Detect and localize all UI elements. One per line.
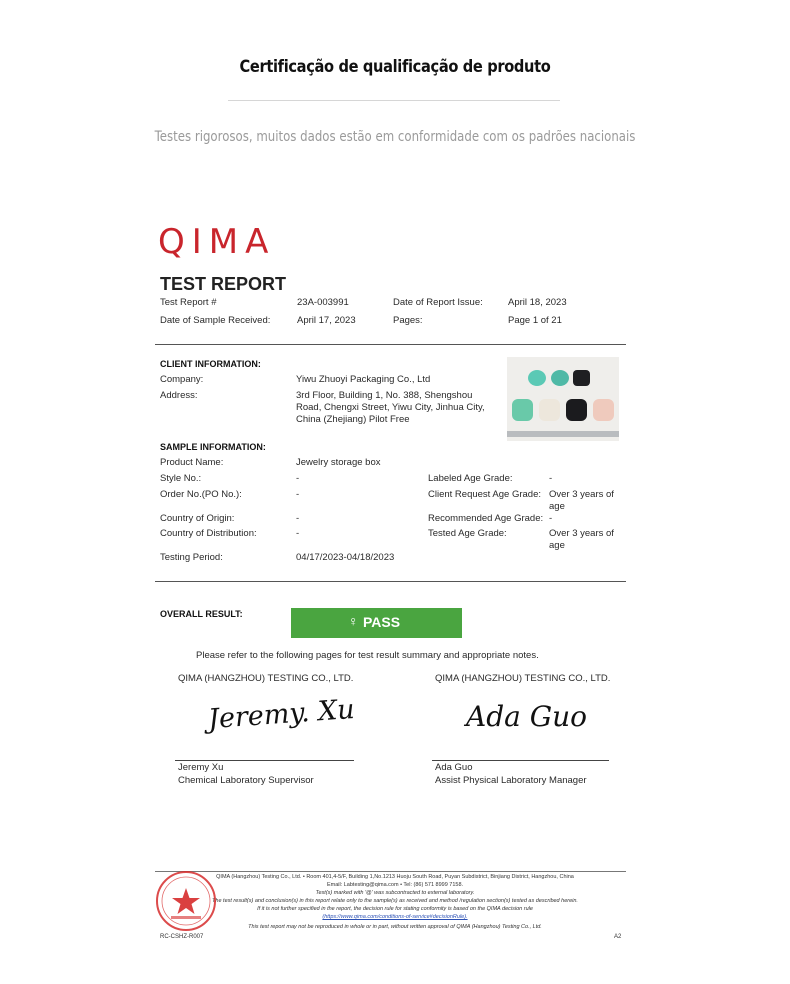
footer-note: This test report may not be reproduced in whole or in part, without written approval of QIMA (Hangzhou) Testing Co., Ltd. [248, 924, 542, 930]
distribution: - [296, 528, 300, 539]
sample-info-heading: SAMPLE INFORMATION: [160, 442, 266, 452]
origin-label: Country of Origin: [160, 513, 235, 524]
handwritten-signature: Ada Guo [466, 700, 587, 733]
handwritten-signature: Jeremy. Xu [207, 693, 356, 736]
faded-watermark-text [40, 38, 751, 55]
company-value: Yiwu Zhuoyi Packaging Co., Ltd [296, 374, 431, 385]
recommended-age: - [549, 513, 553, 524]
report-number-label: Test Report # [160, 297, 217, 308]
testing-period: 04/17/2023-04/18/2023 [296, 552, 395, 563]
signatory-name: Jeremy Xu [178, 762, 224, 773]
client-age-label: Client Request Age Grade: [428, 489, 542, 500]
signatory-title: Chemical Laboratory Supervisor [178, 775, 314, 786]
footer-note: Test(s) marked with '@' was subcontracted to external laboratory. [315, 890, 475, 896]
page-code: A2 [614, 934, 622, 940]
tested-age: Over 3 years of age [549, 528, 614, 551]
overall-result-label: OVERALL RESULT: [160, 609, 243, 619]
origin: - [296, 513, 300, 524]
labeled-age-label: Labeled Age Grade: [428, 473, 513, 484]
address-label: Address: [160, 390, 198, 401]
signatory-company: QIMA (HANGZHOU) TESTING CO., LTD. [435, 673, 611, 684]
client-info-heading: CLIENT INFORMATION: [160, 359, 261, 369]
footer-note: The test result(s) and conclusion(s) in this report relate only to the sample(s) as received and method /regulation section(s) tested as described herein. [212, 898, 578, 904]
style-no-label: Style No.: [160, 473, 202, 484]
signatory-name: Ada Guo [435, 762, 473, 773]
labeled-age: - [549, 473, 553, 484]
tested-age-label: Tested Age Grade: [428, 528, 507, 539]
order-no-label: Order No.(PO No.): [160, 489, 242, 500]
footer-address: QIMA (Hangzhou) Testing Co., Ltd. • Room 401,4-5/F, Building 1,No.1213 Huoju South Road, Puyan Subdistrict, Binjiang District, Hangzhou, China [216, 874, 574, 880]
page-title: Certificação de qualificação de produto [239, 57, 551, 77]
header-divider [228, 100, 560, 101]
footer-note: If it is not further specified in the report, the decision rule for stating conformity is based on the QIMA decision rule [257, 906, 533, 912]
style-no: - [296, 473, 300, 484]
pages-value: Page 1 of 21 [508, 315, 562, 326]
footer-divider [155, 871, 626, 872]
testing-period-label: Testing Period: [160, 552, 223, 563]
result-note: Please refer to the following pages for test result summary and appropriate notes. [196, 650, 539, 661]
distribution-label: Country of Distribution: [160, 528, 257, 539]
issue-date-label: Date of Report Issue: [393, 297, 483, 308]
signature-line [175, 760, 354, 761]
product-photo [507, 357, 619, 441]
signature-line [432, 760, 609, 761]
form-code: RC-CSHZ-R007 [160, 934, 204, 940]
pass-label: PASS [363, 614, 401, 630]
footer-contact: Email: Labtesting@qima.com • Tel: (86) 571 8999 7158. [326, 882, 464, 888]
received-date-label: Date of Sample Received: [160, 315, 271, 326]
report-title: TEST REPORT [160, 274, 287, 294]
qima-logo: QIMA [158, 222, 276, 262]
product-name-label: Product Name: [160, 457, 224, 468]
report-number: 23A-003991 [297, 297, 349, 308]
section-divider [155, 344, 626, 345]
pass-icon: ♀ [348, 613, 359, 629]
recommended-age-label: Recommended Age Grade: [428, 513, 544, 524]
page-subtitle: Testes rigorosos, muitos dados estão em conformidade com os padrões nacionais [154, 129, 636, 145]
company-seal-stamp [155, 870, 217, 932]
address-value: 3rd Floor, Building 1, No. 388, Shengshou Road, Chengxi Street, Yiwu City, Jinhua City, China (Zhejiang) Pilot Free [296, 390, 485, 425]
pass-badge [291, 608, 462, 638]
decision-rule-link[interactable]: (https://www.qima.com/conditions-of-service#decisionRule). [322, 914, 468, 920]
pages-label: Pages: [393, 315, 423, 326]
issue-date: April 18, 2023 [508, 297, 567, 308]
signatory-company: QIMA (HANGZHOU) TESTING CO., LTD. [178, 673, 354, 684]
section-divider [155, 581, 626, 582]
signatory-title: Assist Physical Laboratory Manager [435, 775, 587, 786]
order-no: - [296, 489, 300, 500]
client-age: Over 3 years of age [549, 489, 614, 512]
product-name: Jewelry storage box [296, 457, 381, 468]
received-date: April 17, 2023 [297, 315, 356, 326]
company-label: Company: [160, 374, 204, 385]
